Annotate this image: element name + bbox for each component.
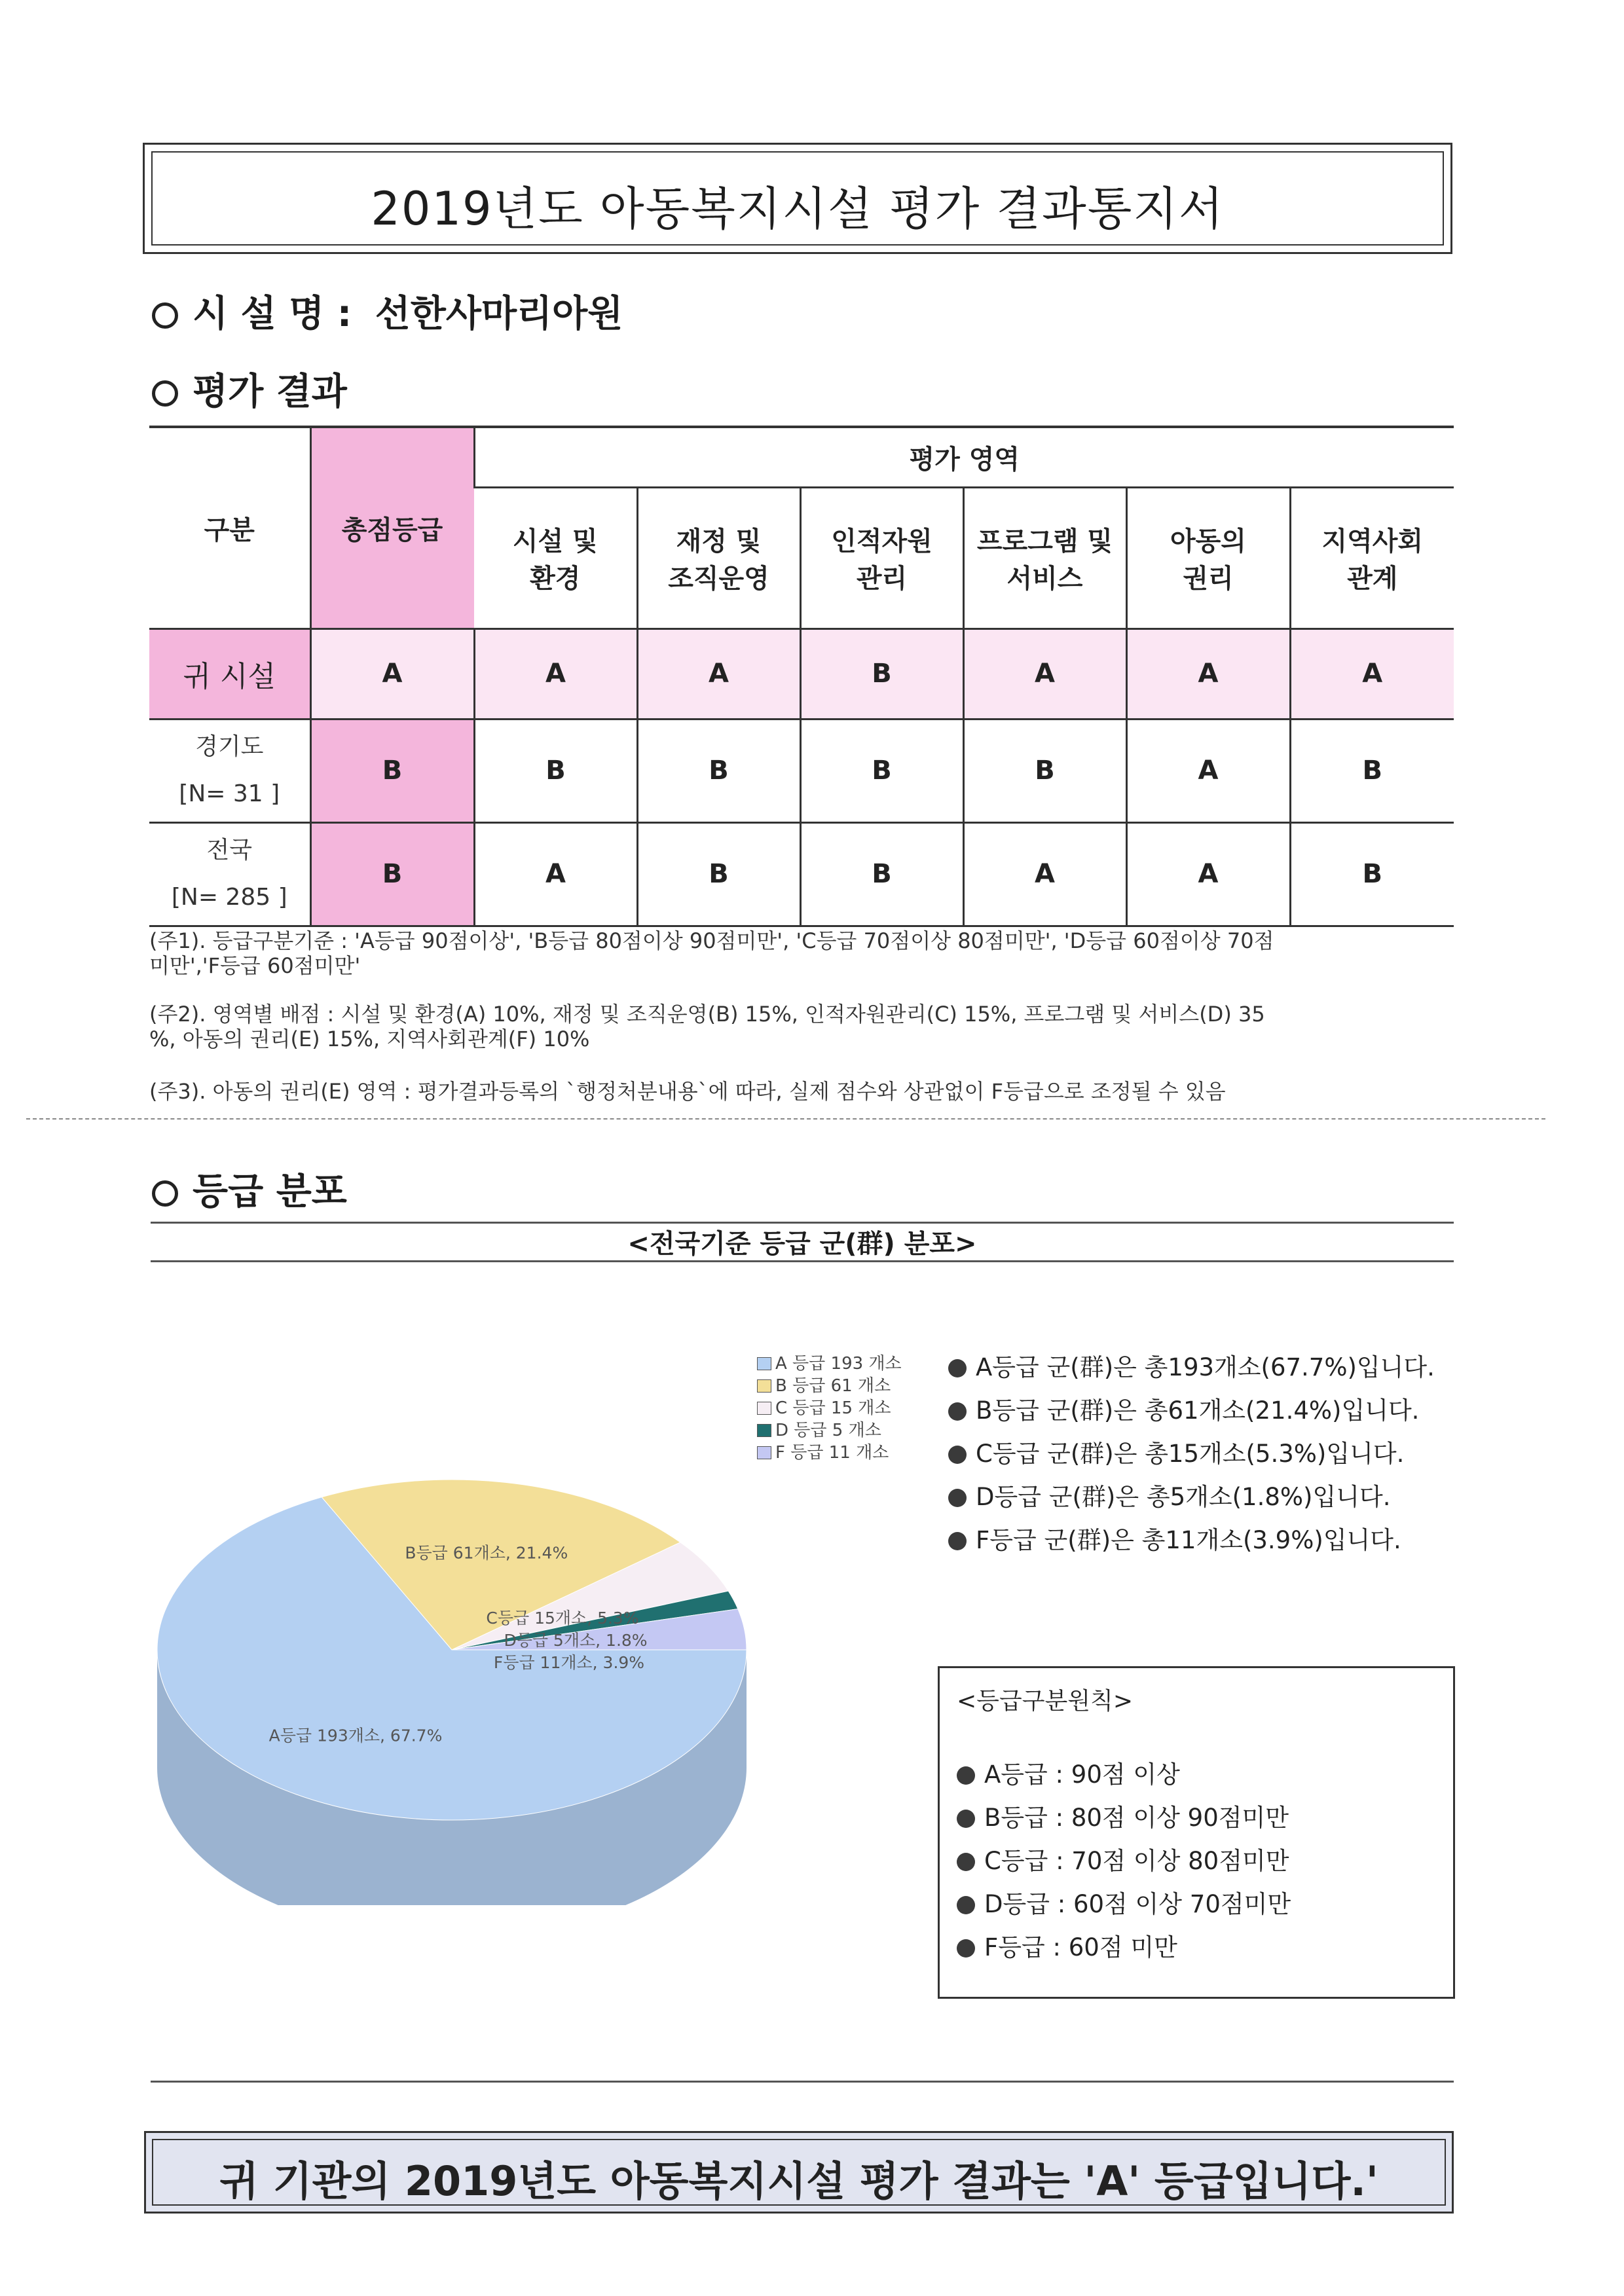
grade-cell: A [963,629,1126,719]
final-statement-box [144,2131,1454,2214]
header-area-5: 아동의 권리 [1126,487,1290,629]
pie-slice-label: D등급 5개소, 1.8% [504,1631,648,1650]
grade-cell: A [474,822,637,926]
pie-slice-label: C등급 15개소, 5.3% [486,1609,639,1628]
grade-rule-item: A등급 : 90점 이상 [957,1753,1291,1796]
legend-swatch [757,1379,771,1393]
final-statement: 귀 기관의 2019년도 아동복지시설 평가 결과는 'A' 등급입니다.' [219,2157,1378,2205]
chart-legend [757,1353,902,1464]
header-area-2: 재정 및 조직운영 [637,487,800,629]
header-area-1: 시설 및 환경 [474,487,637,629]
table-row [149,719,1454,822]
grade-cell: B [310,719,474,822]
grade-cell: A [637,629,800,719]
grade-cell: A [474,629,637,719]
result-table [149,426,1454,927]
grade-cell: A [1126,719,1290,822]
pie-chart [144,1394,773,1905]
pie-slice-label: F등급 11개소, 3.9% [493,1653,645,1672]
divider-line [151,1260,1454,1262]
grade-cell: B [963,719,1126,822]
distribution-subtitle: <전국기준 등급 군(群) 분포> [627,1229,977,1259]
note-2: (주2). 영역별 배점 : 시설 및 환경(A) 10%, 재정 및 조직운영(B) 15%, 인적자원관리(C) 15%, 프로그램 및 서비스(D) 35 %, 아동의 권리(E) 15%, 지역사회관계(F) 10% [149,1002,1265,1051]
grade-cell: B [1290,822,1454,926]
circle-bullet-icon [152,380,178,407]
distribution-heading: 등급 분포 [152,1163,347,1215]
legend-swatch [757,1446,771,1459]
grade-stats-list [948,1346,1435,1562]
grade-cell: A [1126,822,1290,926]
grade-cell: B [800,719,963,822]
circle-bullet-icon [152,302,178,329]
legend-item: A 등급 193 개소 [757,1353,902,1375]
header-area-3: 인적자원 관리 [800,487,963,629]
bullet-icon [957,1939,975,1958]
bullet-icon [948,1446,967,1464]
bullet-icon [948,1489,967,1507]
legend-swatch [757,1357,771,1370]
grade-cell: A [1290,629,1454,719]
header-area-6: 지역사회 관계 [1290,487,1454,629]
pie-slice-label: A등급 193개소, 67.7% [268,1726,443,1745]
facility-label: 시 설 명 : [193,293,352,335]
bullet-icon [948,1359,967,1377]
stat-item: D등급 군(群)은 총5개소(1.8%)입니다. [948,1476,1435,1519]
grade-rule-item: F등급 : 60점 미만 [957,1926,1291,1969]
bullet-icon [948,1532,967,1550]
divider-line [151,2081,1454,2083]
section-divider [26,1118,1545,1120]
legend-swatch [757,1402,771,1415]
grade-cell: A [310,629,474,719]
stat-item: F등급 군(群)은 총11개소(3.9%)입니다. [948,1519,1435,1562]
legend-item: F 등급 11 개소 [757,1442,902,1464]
row-label: 전국 [N= 285 ] [149,822,310,926]
stat-item: A등급 군(群)은 총193개소(67.7%)입니다. [948,1346,1435,1389]
note-1: (주1). 등급구분기준 : 'A등급 90점이상', 'B등급 80점이상 90점미만', 'C등급 70점이상 80점미만', 'D등급 60점이상 70점 미만','F등급 60점미만' [149,928,1274,978]
table-row [149,629,1454,719]
grade-cell: B [800,629,963,719]
header-total-grade: 총점등급 [310,427,474,629]
grade-rule-item: D등급 : 60점 이상 70점미만 [957,1883,1291,1926]
stat-item: B등급 군(群)은 총61개소(21.4%)입니다. [948,1389,1435,1432]
bullet-icon [957,1766,975,1785]
legend-swatch [757,1424,771,1437]
facility-name: 선한사마리아원 [375,293,623,335]
result-heading: 평가 결과 [152,363,347,415]
circle-bullet-icon [152,1180,178,1207]
legend-item: B 등급 61 개소 [757,1375,902,1397]
row-label: 귀 시설 [149,629,310,719]
document-title: 2019년도 아동복지시설 평가 결과통지서 [371,182,1225,236]
bullet-icon [957,1810,975,1828]
table-row [149,822,1454,926]
legend-item: C 등급 15 개소 [757,1397,902,1419]
title-box [143,143,1452,254]
note-3: (주3). 아동의 권리(E) 영역 : 평가결과등록의 `행정처분내용`에 따라, 실제 점수와 상관없이 F등급으로 조정될 수 있음 [149,1079,1226,1104]
stat-item: C등급 군(群)은 총15개소(5.3%)입니다. [948,1432,1435,1476]
bullet-icon [957,1853,975,1871]
grade-cell: B [637,822,800,926]
header-areas-group: 평가 영역 [474,427,1454,487]
grade-cell: B [474,719,637,822]
pie-slice-label: B등급 61개소, 21.4% [405,1543,568,1563]
grade-cell: A [1126,629,1290,719]
bullet-icon [948,1402,967,1421]
grade-cell: B [800,822,963,926]
grade-cell: B [637,719,800,822]
grade-cell: A [963,822,1126,926]
bullet-icon [957,1896,975,1914]
grade-cell: B [310,822,474,926]
grade-cell: B [1290,719,1454,822]
header-category: 구분 [149,427,310,629]
grade-rule-box [938,1666,1455,1999]
header-area-4: 프로그램 및 서비스 [963,487,1126,629]
facility-line [152,285,623,337]
grade-rule-title: <등급구분원칙> [957,1688,1133,1715]
legend-item: D 등급 5 개소 [757,1419,902,1442]
grade-rule-item: B등급 : 80점 이상 90점미만 [957,1796,1291,1840]
row-label: 경기도 [N= 31 ] [149,719,310,822]
grade-rule-item: C등급 : 70점 이상 80점미만 [957,1840,1291,1883]
